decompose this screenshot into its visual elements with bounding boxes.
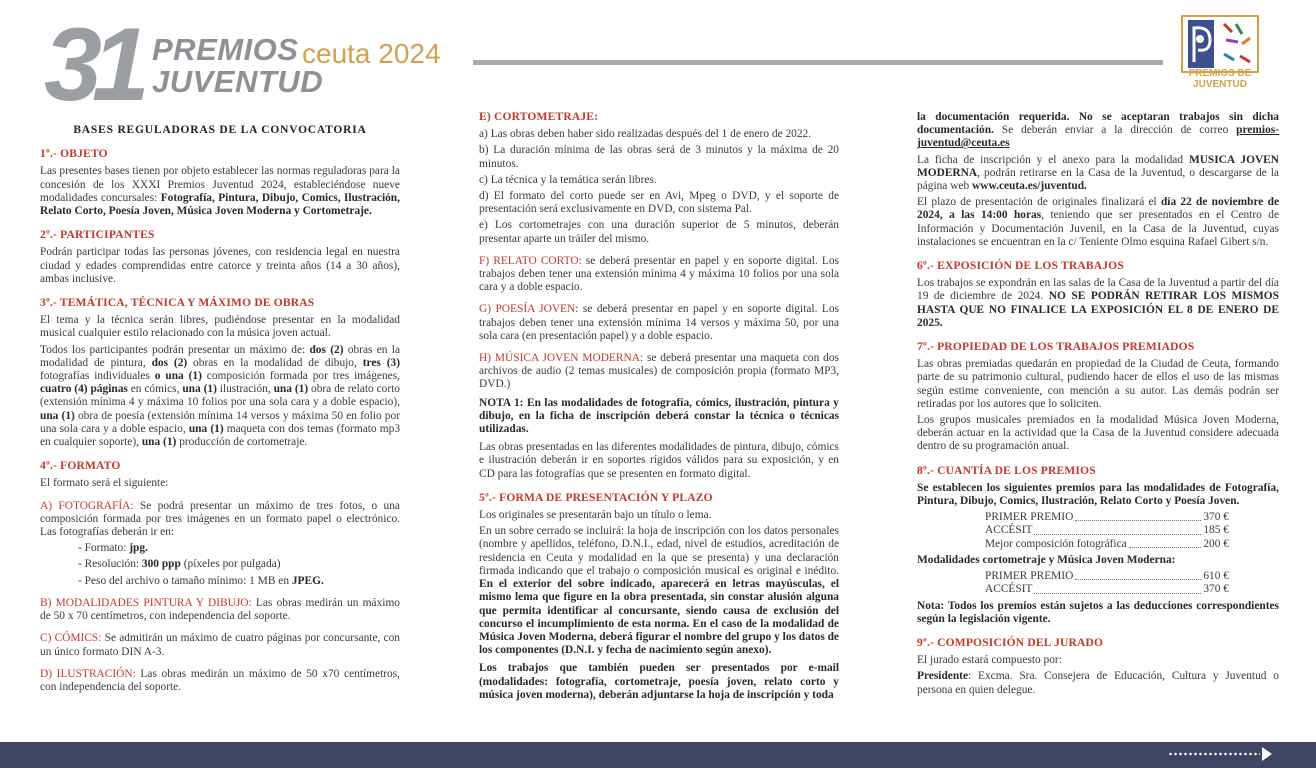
- plazo-text: El plazo de presentación de originales finalizará el día 22 de noviembre de 2024, a las 14:00 horas, teniendo que ser presentados en el Centro de Información y Documentación Juvenil, en la Casa de la Juventud, cuyas instalaciones se encuentran en la c/ Teniente Olmo esquina Rafael Gibert s/n.: [917, 196, 1279, 248]
- cortometraje-item-d: d) El formato del corto puede ser en Avi, Mpeg o DVD, y el soporte de presentación será exclusivamente en DVD, con sistema Pal.: [479, 190, 839, 216]
- column-3: [917, 111, 1279, 700]
- section-participantes-text: Podrán participar todas las personas jóvenes, con residencia legal en nuestra ciudad y edades comprendidas entre catorce y treinta años (14 a 30 años), ambas inclusive.: [40, 246, 400, 285]
- footer-bar: [0, 742, 1316, 768]
- prize-row: PRIMER PREMIO 610 €: [985, 570, 1229, 583]
- section-tematica-text-1: El tema y la técnica serán libres, pudiéndose presentar en la modalidad musical cualquier estilo relacionado con la música joven actual.: [40, 314, 400, 340]
- prize-row: ACCÉSIT 370 €: [985, 583, 1229, 596]
- section-propiedad-heading: 7º.- PROPIEDAD DE LOS TRABAJOS PREMIADOS: [917, 341, 1195, 354]
- comics-text: C) CÓMICS: Se admitirán un máximo de cuatro páginas por concursante, con un único formato DIN A-3.: [40, 632, 400, 658]
- prize-list-1: [917, 511, 1279, 551]
- section-propiedad-text-1: Las obras premiadas quedarán en propiedad de la Ciudad de Ceuta, formando parte de su patrimonio cultural, pudiendo hacer de ellos el uso de las mismas según estime conveniente, con mención a su autor. Las demás podrán ser retiradas por los autores que lo soliciten.: [917, 358, 1279, 410]
- poesia-joven-heading: G) POESÍA JOVEN: [479, 303, 576, 316]
- section-jurado-heading: 9º.- COMPOSICIÓN DEL JURADO: [917, 636, 1104, 649]
- comics-heading: C) CÓMICS:: [40, 632, 102, 645]
- poesia-joven-text: G) POESÍA JOVEN: se deberá presentar en papel y en soporte digital. Los trabajos deben tener una extensión mínima 14 versos y máxima 50, por una sola cara (en presentación papel) y a doble espacio.: [479, 303, 839, 342]
- prize-list-2: [917, 570, 1279, 596]
- juventud-word: JUVENTUD: [152, 64, 324, 99]
- documentacion-text: la documentación requerida. No se aceptaran trabajos sin dicha documentación. Se deberán enviar a la dirección de correo premios-juventud@ceuta.es: [917, 111, 1279, 150]
- fotografia-size-item: - Peso del archivo o tamaño mínimo: 1 MB en JPEG.: [78, 574, 324, 587]
- section-jurado-text-2: Presidente: Excma. Sra. Consejera de Educación, Cultura y Juventud o persona en quien delegue.: [917, 670, 1279, 696]
- cortometraje-heading: E) CORTOMETRAJE:: [479, 111, 599, 123]
- fotografia-heading: A) FOTOGRAFÍA:: [40, 499, 134, 512]
- relato-corto-heading: F) RELATO CORTO: [479, 254, 579, 267]
- document-title: BASES REGULADORAS DE LA CONVOCATORIA: [73, 124, 367, 136]
- nota-1: NOTA 1: En las modalidades de fotografía, cómics, ilustración, pintura y dibujo, en la ficha de inscripción deberá constar la técnica o técnicas utilizadas.: [479, 396, 839, 436]
- pintura-dibujo-text: B) MODALIDADES PINTURA Y DIBUJO: Las obras medirán un máximo de 50 x 70 centímetros, con independencia del soporte.: [40, 596, 400, 623]
- logo-caption-line-2: JUVENTUD: [1193, 79, 1247, 90]
- section-presentacion-text-3: Los trabajos que también pueden ser presentados por e-mail (modalidades: fotografía, cortometraje, poesía joven, relato corto y música joven moderna), deberán adjuntarse la hoja de inscripción y toda: [479, 662, 839, 701]
- section-objeto-heading: 1º.- OBJETO: [40, 148, 108, 161]
- next-page-arrow-icon[interactable]: [1262, 747, 1272, 761]
- website-link[interactable]: www.ceuta.es/juventud.: [972, 180, 1087, 193]
- musica-joven-text: H) MÚSICA JOVEN MODERNA: se deberá presentar una maqueta con dos archivos de audio (2 temas musicales) de composición propia (formato MP3, DVD.): [479, 352, 839, 391]
- section-cuantia-heading: 8º.- CUANTÍA DE LOS PREMIOS: [917, 464, 1096, 477]
- prize-row: PRIMER PREMIO 370 €: [985, 511, 1229, 524]
- relato-corto-text: F) RELATO CORTO: se deberá presentar en papel y en soporte digital. Los trabajos deben tener una extensión mínima 4 y máxima 10 folios por una sola cara y a doble espacio.: [479, 254, 839, 294]
- section-exposicion-text: Los trabajos se expondrán en las salas de la Casa de la Juventud a partir del día 19 de diciembre de 2024. NO SE PODRÁN RETIRAR LOS MISMOS HASTA QUE NO FINALICE LA EXPOSICIÓN EL 8 DE ENERO DE 2025.: [917, 277, 1279, 329]
- ilustracion-text: D) ILUSTRACIÓN: Las obras medirán un máximo de 50 x70 centímetros, con independencia del soporte.: [40, 667, 400, 693]
- section-exposicion-heading: 6º.- EXPOSICIÓN DE LOS TRABAJOS: [917, 260, 1124, 273]
- column-2: [479, 111, 839, 705]
- section-presentacion-text-1: Los originales se presentarán bajo un título o lema.: [479, 509, 712, 522]
- cortometraje-item-c: c) La técnica y la temática serán libres.: [479, 173, 657, 186]
- fotografia-format-item: - Formato: jpg.: [78, 542, 148, 555]
- obras-presentadas-text: Las obras presentadas en las diferentes modalidades de pintura, dibujo, cómics e ilustración deberán ir en soportes rígidos válidos para su exposición, y en CD para las fotografías que se presenten en formato digital.: [479, 441, 839, 480]
- musica-joven-heading: H) MÚSICA JOVEN MODERNA: [479, 352, 640, 365]
- email-link[interactable]: premios-juventud@ceuta.es: [917, 124, 1279, 150]
- edition-number: 31: [44, 12, 140, 110]
- section-objeto-text: Las presentes bases tienen por objeto establecer las normas reguladoras para la concesión de los XXXI Premios Juventud 2024, estableciéndose nueve modalidades concursales: Fotografía, Pintura, Dibujo, Comics, Ilustración, Relato Corto, Poesía Joven, Música Joven Moderna y Cortometraje.: [40, 165, 400, 218]
- pintura-dibujo-heading: B) MODALIDADES PINTURA Y DIBUJO:: [40, 596, 252, 609]
- section-formato-text: El formato será el siguiente:: [40, 477, 169, 490]
- section-jurado-text-1: El jurado estará compuesto por:: [917, 654, 1062, 667]
- ficha-inscripcion-text: La ficha de inscripción y el anexo para la modalidad MUSICA JOVEN MODERNA, podrán retirarse en la Casa de la Juventud, o descargarse de la página web www.ceuta.es/juventud.: [917, 153, 1279, 193]
- section-presentacion-heading: 5º.- FORMA DE PRESENTACIÓN Y PLAZO: [479, 491, 713, 504]
- prize-row: ACCÉSIT 185 €: [985, 524, 1229, 537]
- section-presentacion-text-2: En un sobre cerrado se incluirá: la hoja de inscripción con los datos personales (nombre y apellidos, teléfono, D.N.I., edad, nivel de estudios, acreditación de residencia en Ceuta y modalidad en la que se presenta) y una declaración firmada indicando que el trabajo o composición musical es original e inédito. En el exterior del sobre indicado, aparecerá en letras mayúsculas, el mismo lema que figure en la obra presentada, sin constar alusión alguna que permita identificar al concursante, siendo causa de exclusión del concurso el incumplimiento de esta norma. En el caso de la modalidad de Música Joven Moderna, deberá figurar el nombre del grupo y los datos de los componentes (D.N.I. y fecha de nacimiento según anexo).: [479, 525, 839, 657]
- ilustracion-heading: D) ILUSTRACIÓN:: [40, 667, 136, 680]
- section-tematica-text-2: Todos los participantes podrán presentar un máximo de: dos (2) obras en la modalidad de pintura, dos (2) obras en la modalidad de dibujo, tres (3) fotografías individuales o una (1) composición formada por tres imágenes, cuatro (4) páginas en cómics, una (1) ilustración, una (1) obra de relato corto (extensión mínima 4 y máxima 10 folios por una sola cara y a doble espacio), una (1) obra de poesía (extensión mínima 14 versos y máxima 50 en folio por una sola cara y a doble espacio, una (1) maqueta con dos temas (formato mp3 en cualquier soporte), una (1) producción de cortometraje.: [40, 343, 401, 449]
- section-tematica-heading: 3º.- TEMÁTICA, TÉCNICA Y MÁXIMO DE OBRAS: [40, 297, 315, 310]
- edition-number-graphic: [42, 12, 160, 110]
- section-participantes-heading: 2º.- PARTICIPANTES: [40, 229, 155, 242]
- logo-caption-line-1: PREMIOS DE: [1188, 68, 1252, 79]
- column-1: [40, 124, 400, 697]
- cortometraje-item-b: b) La duración mínima de las obras será de 3 minutos y la máxima de 20 minutos.: [479, 144, 839, 170]
- cortometraje-item-e: e) Los cortometrajes con una duración superior de 5 minutos, deberán presentar aparte un tráiler del mismo.: [479, 219, 839, 245]
- section-formato-heading: 4º.- FORMATO: [40, 460, 121, 473]
- cortometraje-item-a: a) Las obras deben haber sido realizadas después del 1 de enero de 2022.: [479, 128, 812, 141]
- premios-word: PREMIOS: [152, 32, 299, 67]
- cuantia-intro: Se establecen los siguientes premios para las modalidades de Fotografía, Pintura, Dibujo, Comics, Ilustración, Relato Corto y Poesía Joven.: [917, 481, 1279, 508]
- logo-caption: [1172, 68, 1268, 90]
- header-rule: [473, 60, 1163, 65]
- next-page-dots: [1168, 752, 1260, 756]
- fotografia-resolution-item: - Resolución: 300 ppp (píxeles por pulgada): [78, 558, 281, 571]
- section-propiedad-text-2: Los grupos musicales premiados en la modalidad Música Joven Moderna, deberán actuar en la actividad que la Casa de la Juventud considere adecuada dentro de su programación anual.: [917, 414, 1279, 453]
- cuantia-modalidades-2: Modalidades cortometraje y Música Joven Moderna:: [917, 553, 1176, 566]
- premios-juventud-title: [152, 34, 323, 98]
- fotografia-text: A) FOTOGRAFÍA: Se podrá presentar un máximo de tres fotos, o una composición formada por tres imágenes en un formato papel o electrónico. Las fotografías deberán ir en:: [40, 499, 400, 539]
- ceuta-year-title: ceuta 2024: [302, 38, 441, 69]
- cuantia-nota: Nota: Todos los premios están sujetos a las deducciones correspondientes según la legislación vigente.: [917, 599, 1279, 625]
- prize-row: Mejor composición fotográfica 200 €: [985, 537, 1229, 550]
